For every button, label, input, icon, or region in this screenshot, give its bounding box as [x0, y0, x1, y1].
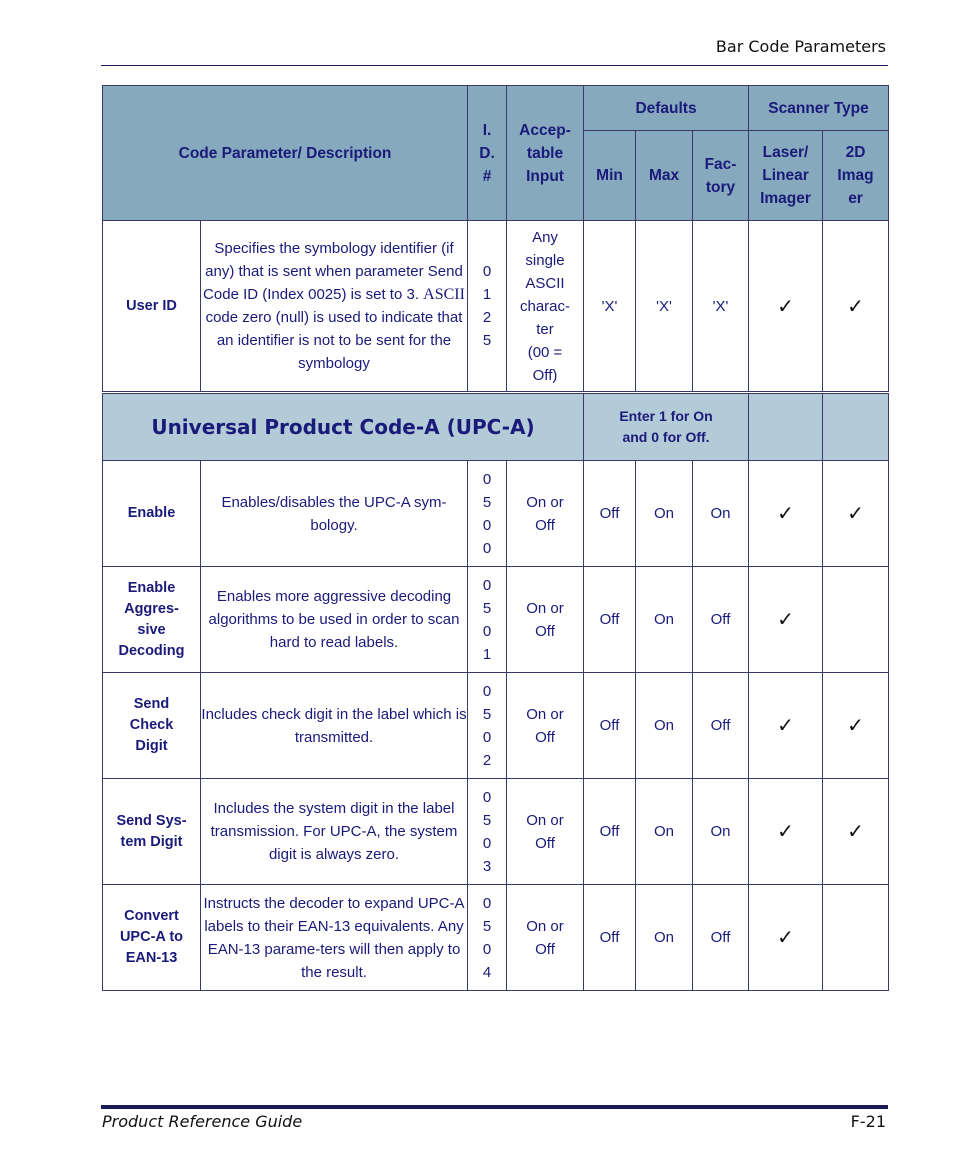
param-id: 0 5 0 4	[468, 885, 507, 991]
header-rule	[101, 65, 888, 66]
param-factory: Off	[693, 673, 749, 779]
col-header-factory: Fac- tory	[693, 131, 749, 221]
col-header-min: Min	[584, 131, 636, 221]
col-header-max: Max	[636, 131, 693, 221]
param-max: 'X'	[636, 221, 693, 393]
param-input: On or Off	[507, 567, 584, 673]
param-min: 'X'	[584, 221, 636, 393]
col-header-scanner-type: Scanner Type	[749, 86, 889, 131]
param-factory: On	[693, 779, 749, 885]
param-input: Any single ASCII charac- ter (00 = Off)	[507, 221, 584, 393]
section-empty-cell	[823, 393, 889, 461]
laser-check-icon: ✓	[749, 673, 823, 779]
table-row-user-id	[103, 221, 889, 393]
param-input: On or Off	[507, 461, 584, 567]
table-row	[103, 567, 889, 673]
imager-check-icon: ✓	[823, 779, 889, 885]
laser-check-icon: ✓	[749, 461, 823, 567]
param-name: Convert UPC-A to EAN-13	[103, 885, 201, 991]
page-number: F-21	[850, 1112, 886, 1131]
laser-check-icon: ✓	[749, 567, 823, 673]
parameter-table	[102, 85, 889, 991]
param-id: 0 5 0 1	[468, 567, 507, 673]
laser-check-icon: ✓	[749, 221, 823, 393]
section-title: Universal Product Code-A (UPC-A)	[103, 393, 584, 461]
imager-check-icon: ✓	[823, 673, 889, 779]
param-min: Off	[584, 885, 636, 991]
laser-check-icon: ✓	[749, 779, 823, 885]
param-factory: 'X'	[693, 221, 749, 393]
section-note: Enter 1 for On and 0 for Off.	[584, 393, 749, 461]
param-min: Off	[584, 779, 636, 885]
footer-title: Product Reference Guide	[102, 1112, 303, 1131]
table-row	[103, 673, 889, 779]
param-description: Includes check digit in the label which is transmitted.	[201, 673, 468, 779]
param-name: Enable Aggres- sive Decoding	[103, 567, 201, 673]
param-max: On	[636, 461, 693, 567]
footer-rule	[101, 1105, 888, 1109]
param-description: Enables/disables the UPC-A sym-bology.	[201, 461, 468, 567]
param-id: 0 5 0 0	[468, 461, 507, 567]
ascii-term: ASCII	[423, 286, 465, 303]
param-max: On	[636, 885, 693, 991]
param-name: Send Sys- tem Digit	[103, 779, 201, 885]
section-empty-cell	[749, 393, 823, 461]
imager-check-icon: ✓	[823, 461, 889, 567]
running-header: Bar Code Parameters	[715, 37, 886, 56]
param-input: On or Off	[507, 779, 584, 885]
imager-check-icon	[823, 885, 889, 991]
param-input: On or Off	[507, 885, 584, 991]
param-name: Enable	[103, 461, 201, 567]
param-min: Off	[584, 567, 636, 673]
param-max: On	[636, 567, 693, 673]
param-name: Send Check Digit	[103, 673, 201, 779]
param-factory: Off	[693, 567, 749, 673]
imager-check-icon	[823, 567, 889, 673]
col-header-laser: Laser/ Linear Imager	[749, 131, 823, 221]
param-max: On	[636, 779, 693, 885]
laser-check-icon: ✓	[749, 885, 823, 991]
col-header-defaults: Defaults	[584, 86, 749, 131]
param-min: Off	[584, 673, 636, 779]
param-name: User ID	[103, 221, 201, 393]
table-row	[103, 461, 889, 567]
col-header-acceptable: Accep- table Input	[507, 86, 584, 221]
col-header-id: I. D. #	[468, 86, 507, 221]
param-description: Specifies the symbology identifier (if any) that is sent when parameter Send Code ID (Index 0025) is set to 3. ASCII code zero (null) is used to indicate that an identifier is not to be sent for the symbology	[201, 221, 468, 393]
col-header-2d-imager: 2D Imag er	[823, 131, 889, 221]
param-description: Includes the system digit in the label transmission. For UPC-A, the system digit is always zero.	[201, 779, 468, 885]
param-id: 0 5 0 2	[468, 673, 507, 779]
param-factory: Off	[693, 885, 749, 991]
param-id: 0 1 2 5	[468, 221, 507, 393]
param-id: 0 5 0 3	[468, 779, 507, 885]
param-min: Off	[584, 461, 636, 567]
table-row	[103, 779, 889, 885]
col-header-code-param: Code Parameter/ Description	[103, 86, 468, 221]
param-input: On or Off	[507, 673, 584, 779]
section-header-upc-a	[103, 393, 889, 461]
param-description: Enables more aggressive decoding algorithms to be used in order to scan hard to read labels.	[201, 567, 468, 673]
table-row	[103, 885, 889, 991]
param-factory: On	[693, 461, 749, 567]
imager-check-icon: ✓	[823, 221, 889, 393]
param-max: On	[636, 673, 693, 779]
param-description: Instructs the decoder to expand UPC-A labels to their EAN-13 equivalents. Any EAN-13 parame-ters will then apply to the result.	[201, 885, 468, 991]
